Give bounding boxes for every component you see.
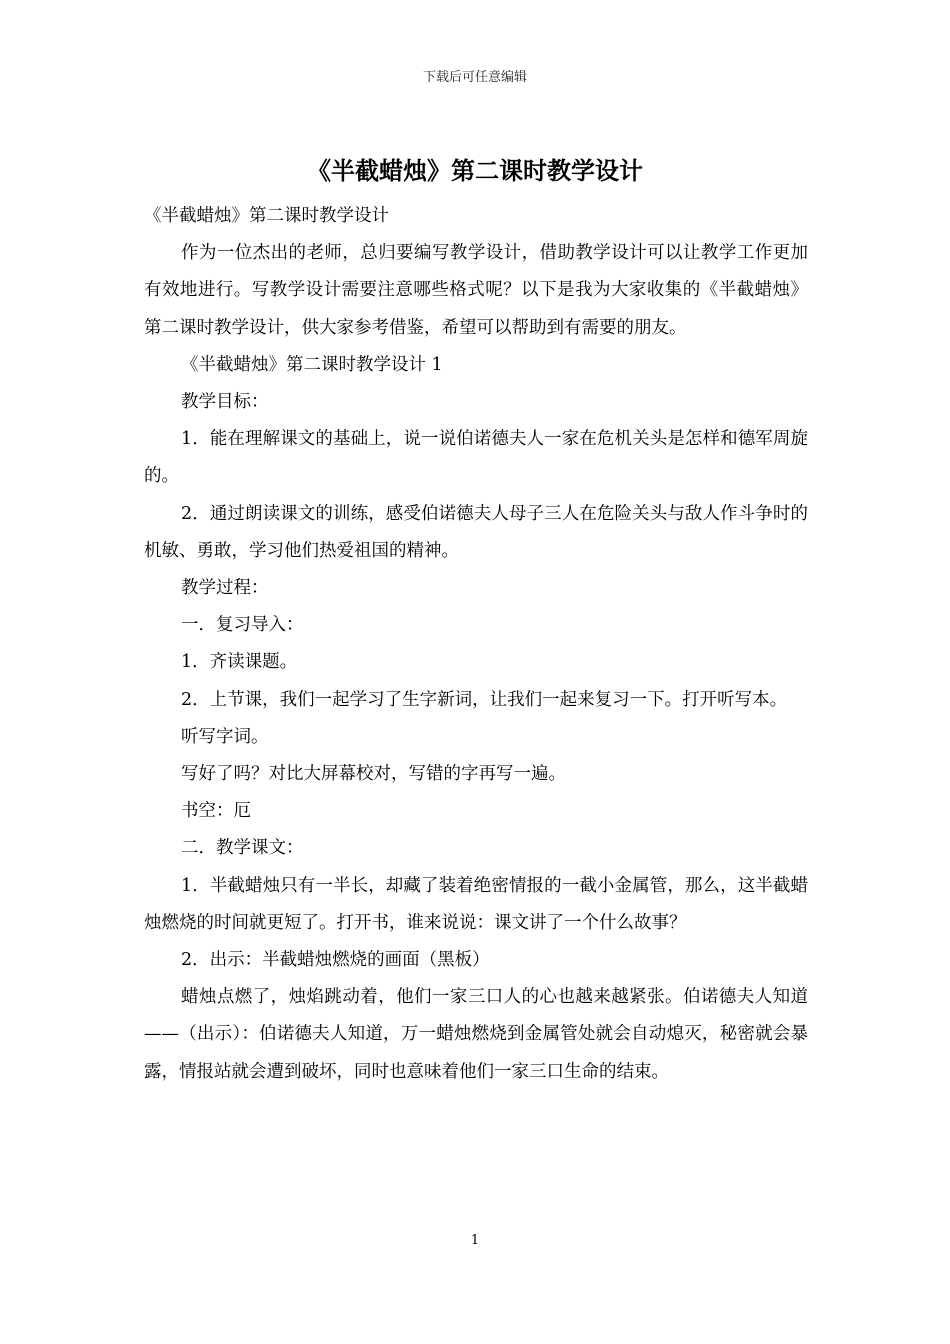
step-item: 书空：厄 — [181, 801, 251, 822]
document-title: 《半截蜡烛》第二课时教学设计 — [307, 157, 643, 185]
step-item: 1．齐读课题。 — [181, 652, 298, 673]
subtitle-line: 《半截蜡烛》第二课时教学设计 — [144, 206, 389, 226]
objective-item: 2．通过朗读课文的训练，感受伯诺德夫人母子三人在危险关头与敌人作斗争时的机敏、勇敢，学习他们热爱祖国的精神。 — [144, 503, 808, 561]
step-heading: 二．教学课文： — [181, 838, 304, 859]
section-heading: 《半截蜡烛》第二课时教学设计 1 — [181, 354, 443, 375]
step-item: 2．上节课，我们一起学习了生字新词，让我们一起来复习一下。打开听写本。 — [181, 689, 788, 710]
step-item: 写好了吗？对比大屏幕校对，写错的字再写一遍。 — [181, 764, 566, 785]
step-heading: 一．复习导入： — [181, 615, 304, 636]
step-item: 1．半截蜡烛只有一半长，却藏了装着绝密情报的一截小金属管，那么，这半截蜡烛燃烧的时间就更短了。打开书，谁来说说：课文讲了一个什么故事？ — [144, 875, 808, 933]
step-item: 听写字词。 — [181, 726, 269, 747]
process-heading: 教学过程： — [181, 578, 269, 599]
page-header-note: 下载后可任意编辑 — [422, 70, 527, 85]
step-item: 2．出示：半截蜡烛燃烧的画面（黑板） — [181, 950, 490, 971]
body-paragraph: 蜡烛点燃了，烛焰跳动着，他们一家三口人的心也越来越紧张。伯诺德夫人知道——（出示）：伯诺德夫人知道，万一蜡烛燃烧到金属管处就会自动熄灭，秘密就会暴露，情报站就会遭到破坏，同时也意味着他们一家三口生命的结束。 — [144, 987, 808, 1082]
objectives-heading: 教学目标： — [181, 392, 269, 413]
intro-paragraph: 作为一位杰出的老师，总归要编写教学设计，借助教学设计可以让教学工作更加有效地进行。写教学设计需要注意哪些格式呢？以下是我为大家收集的《半截蜡烛》第二课时教学设计，供大家参考借鉴，希望可以帮助到有需要的朋友。 — [144, 243, 808, 338]
objective-item: 1．能在理解课文的基础上，说一说伯诺德夫人一家在危机关头是怎样和德军周旋的。 — [144, 429, 808, 487]
page-number: 1 — [470, 1233, 480, 1248]
document-body — [144, 198, 808, 1091]
